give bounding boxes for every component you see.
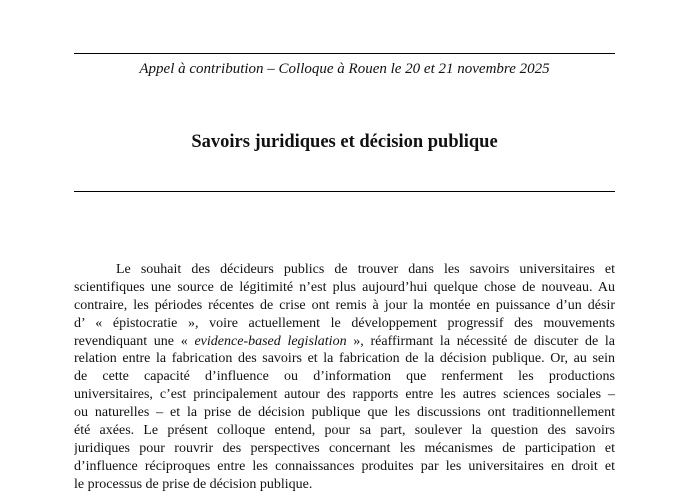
call-for-papers-subtitle: Appel à contribution – Colloque à Rouen le 20 et 21 novembre 2025 [139,61,550,77]
paragraph-line: universitaires, c’est principalement autour des rapports entre les autres sciences sociales – [74,387,615,403]
paragraph-line: de cette capacité d’influence ou d’information que renferment les productions [74,369,615,385]
paragraph-line: Le souhait des décideurs publics de trouver dans les savoirs universitaires et [116,262,615,277]
top-rule [74,53,615,54]
paragraph-line: le processus de prise de décision publique. [74,476,313,492]
paragraph-line: relation entre la fabrication des savoirs et la fabrication de la décision publique. Or, au sein [74,351,615,367]
line-text: revendiquant une « [74,333,195,349]
paragraph-line: contraire, les périodes récentes de crise ont remis à jour la montée en puissance d’un désir [74,297,615,313]
paragraph-line: d’influence réciproques entre les connaissances produites par les universitaires en droit et [74,458,615,474]
title-rule [74,191,615,192]
paragraph-line: ou naturelles – et la prise de décision publique que les discussions ont traditionnellement [74,405,615,421]
paragraph-line: scientifiques une source de légitimité n’est plus aujourd’hui quelque chose de nouveau. Au [74,279,615,295]
body-paragraph [74,261,615,494]
document-title: Savoirs juridiques et décision publique [191,132,498,152]
paragraph-line: juridiques pour rouvrir des perspectives concernant les mécanismes de participation et [74,440,615,456]
paragraph-line [74,333,615,351]
emphasized-term: evidence-based legislation [194,333,347,349]
paragraph-line: d’ « épistocratie », voire actuellement le développement progressif des mouvements [74,315,615,331]
line-text: », réaffirmant la nécessité de discuter de la [346,333,615,349]
paragraph-line: été axées. Le présent colloque entend, pour sa part, soulever la question des savoirs [74,423,615,439]
